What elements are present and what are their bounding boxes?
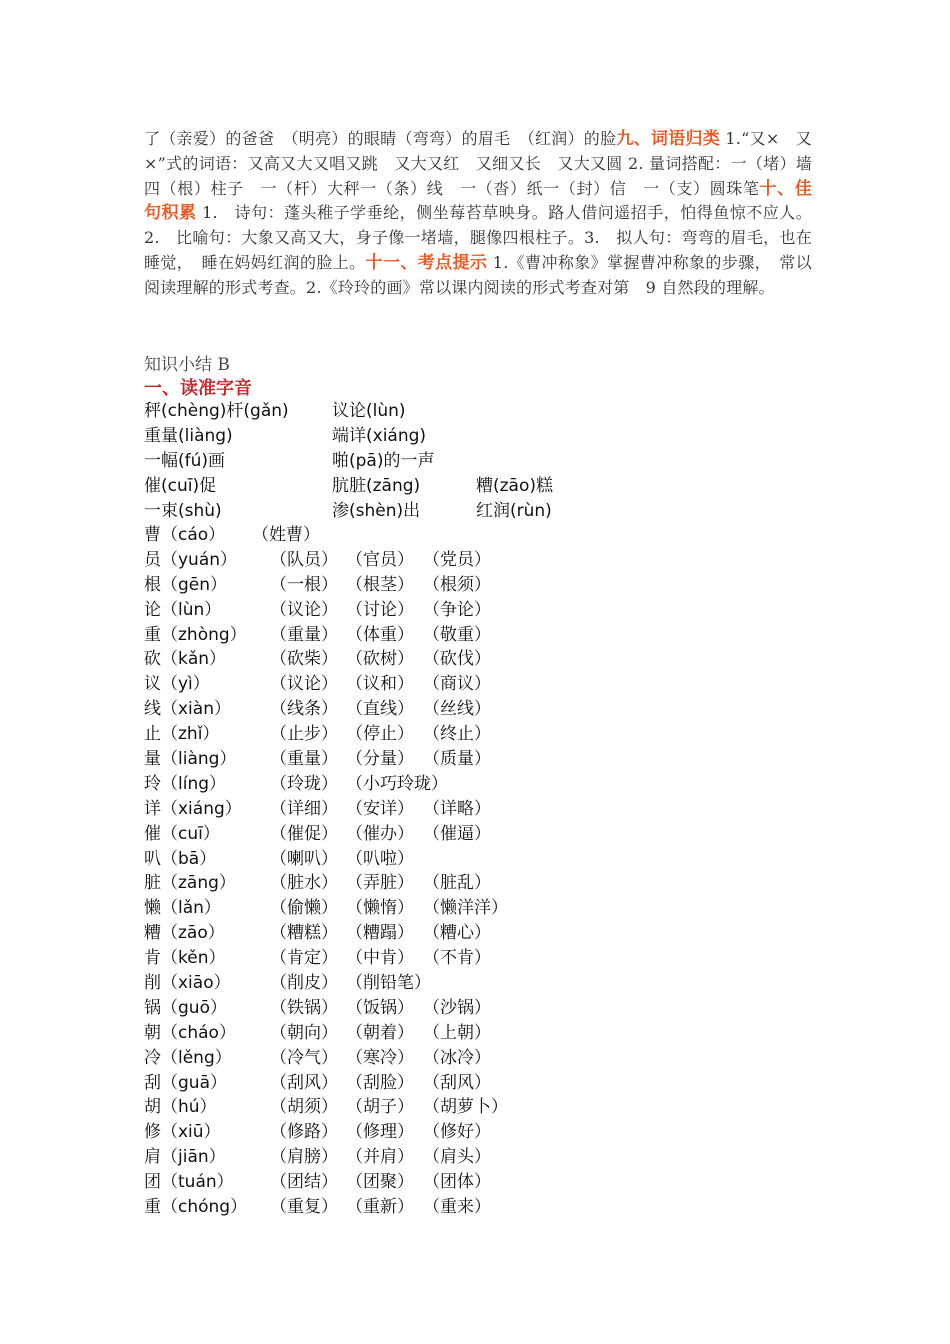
example-word: （分量） [346, 749, 414, 770]
example-word: （质量） [423, 749, 491, 770]
example-word: （团体） [423, 1172, 491, 1193]
example-word: （直线） [346, 699, 414, 720]
example-word: （肩头） [423, 1147, 491, 1168]
character-pinyin: 催（cuī） [144, 823, 220, 844]
example-word: （小巧玲珑） [346, 773, 448, 794]
example-word: （党员） [423, 549, 491, 570]
character-pinyin: 刮（guā） [144, 1072, 227, 1093]
example-word: （削皮） [270, 973, 338, 994]
example-word: （朝向） [270, 1022, 338, 1043]
example-word: （姓曹） [252, 525, 320, 545]
character-pinyin: 论（lùn） [144, 599, 222, 620]
character-pinyin: 胡（hú） [144, 1097, 217, 1118]
example-word: （重复） [270, 1197, 338, 1218]
grid-cell: 议论(lùn) [332, 401, 406, 421]
paragraph-text-2: 1.“又× 又×”式的词语：又高又大又唱又跳 又大又红 又细又长 又大又圆 2. 量词搭配：一（堵）墙四（根）柱子 一（杆）大秤一（条）线 一（沓）纸一（封）信 一（支）圆珠笔 [144, 129, 812, 198]
example-word: （重量） [270, 624, 338, 645]
example-word: （脏乱） [423, 873, 491, 894]
character-pinyin: 削（xiāo） [144, 973, 231, 994]
example-word: （重新） [346, 1197, 414, 1218]
section-title: 知识小结 B [144, 355, 230, 375]
example-word: （敬重） [423, 624, 491, 645]
example-word: （议论） [270, 599, 338, 620]
example-word: （安详） [346, 798, 414, 819]
example-word: （肯定） [270, 948, 338, 969]
example-word: （刮风） [270, 1072, 338, 1093]
example-word: （懒洋洋） [423, 898, 508, 919]
example-word: （叭啦） [346, 848, 414, 869]
example-word: （修理） [346, 1122, 414, 1143]
example-word: （胡子） [346, 1097, 414, 1118]
section-heading: 一、读准字音 [144, 378, 252, 399]
grid-cell: 红润(rùn) [476, 501, 552, 521]
character-pinyin: 止（zhǐ） [144, 724, 220, 745]
example-word: （根须） [423, 574, 491, 595]
example-word: （催逼） [423, 823, 491, 844]
example-word: （玲珑） [270, 773, 338, 794]
example-word: （商议） [423, 674, 491, 695]
example-word: （削铅笔） [346, 973, 431, 994]
character-pinyin: 玲（líng） [144, 773, 227, 794]
example-word: （体重） [346, 624, 414, 645]
example-word: （修好） [423, 1122, 491, 1143]
example-word: （催促） [270, 823, 338, 844]
example-word: （详略） [423, 798, 491, 819]
example-word: （重量） [270, 749, 338, 770]
character-pinyin: 砍（kǎn） [144, 649, 227, 670]
character-pinyin: 量（liàng） [144, 749, 237, 770]
grid-cell: 一幅(fú)画 [144, 451, 226, 471]
grid-cell: 糟(zāo)糕 [476, 476, 554, 496]
grid-cell: 秤(chèng)杆(gǎn) [144, 401, 289, 421]
example-word: （并肩） [346, 1147, 414, 1168]
example-word: （朝着） [346, 1022, 414, 1043]
grid-cell: 催(cuī)促 [144, 476, 217, 496]
example-word: （队员） [270, 549, 338, 570]
example-word: （砍伐） [423, 649, 491, 670]
example-word: （丝线） [423, 699, 491, 720]
example-word: （止步） [270, 724, 338, 745]
grid-cell: 啪(pā)的一声 [332, 451, 435, 471]
example-word: （团聚） [346, 1172, 414, 1193]
grid-cell: 端详(xiáng) [332, 426, 427, 446]
heading-exam-tips: 十一、考点提示 [365, 252, 488, 273]
example-word: （胡须） [270, 1097, 338, 1118]
paragraph-text-3: 1. 诗句：蓬头稚子学垂纶，侧坐莓苔草映身。路人借问遥招手，怕得鱼惊不应人。2. 比喻句：大象又高又大，身子像一堵墙，腿像四根柱子。3. 拟人句：弯弯的眉毛，也在睡觉， 睡在妈妈红润的脸上。 [144, 203, 813, 272]
example-word: （弄脏） [346, 873, 414, 894]
example-word: （催办） [346, 823, 414, 844]
character-pinyin: 叭（bā） [144, 848, 217, 869]
example-word: （懒惰） [346, 898, 414, 919]
example-word: （不肯） [423, 948, 491, 969]
example-word: （详细） [270, 798, 338, 819]
example-word: （线条） [270, 699, 338, 720]
example-word: （修路） [270, 1122, 338, 1143]
example-word: （议论） [270, 674, 338, 695]
heading-good-sentences: 十、佳句积累 [144, 178, 812, 224]
example-word: （停止） [346, 724, 414, 745]
character-pinyin: 重（zhòng） [144, 624, 247, 645]
example-word: （沙锅） [423, 997, 491, 1018]
example-word: （冷气） [270, 1047, 338, 1068]
example-word: （中肯） [346, 948, 414, 969]
example-word: （饭锅） [346, 997, 414, 1018]
character-pinyin: 团（tuán） [144, 1172, 234, 1193]
grid-cell: 一束(shù) [144, 501, 222, 521]
example-word: （糟蹋） [346, 923, 414, 944]
example-word: （议和） [346, 674, 414, 695]
example-word: （胡萝卜） [423, 1097, 508, 1118]
character-pinyin: 重（chóng） [144, 1197, 248, 1218]
grid-cell: 重量(liàng) [144, 426, 233, 446]
example-word: （糟糕） [270, 923, 338, 944]
example-word: （争论） [423, 599, 491, 620]
character-pinyin: 糟（zāo） [144, 923, 225, 944]
character-pinyin: 肯（kěn） [144, 948, 226, 969]
example-word: （偷懒） [270, 898, 338, 919]
character-pinyin: 线（xiàn） [144, 699, 231, 720]
character-pinyin: 冷（lěng） [144, 1047, 232, 1068]
character-pinyin: 朝（cháo） [144, 1022, 236, 1043]
example-word: （砍树） [346, 649, 414, 670]
example-word: （根茎） [346, 574, 414, 595]
example-word: （团结） [270, 1172, 338, 1193]
character-pinyin: 锅（guō） [144, 997, 227, 1018]
example-word: （脏水） [270, 873, 338, 894]
character-pinyin: 曹（cáo） [144, 525, 226, 545]
example-word: （砍柴） [270, 649, 338, 670]
character-pinyin: 脏（zāng） [144, 873, 236, 894]
example-word: （铁锅） [270, 997, 338, 1018]
example-word: （肩膀） [270, 1147, 338, 1168]
example-word: （一根） [270, 574, 338, 595]
character-pinyin: 详（xiáng） [144, 798, 242, 819]
example-word: （上朝） [423, 1022, 491, 1043]
grid-cell: 渗(shèn)出 [332, 501, 421, 521]
character-pinyin: 议（yì） [144, 674, 210, 695]
example-word: （冰冷） [423, 1047, 491, 1068]
character-pinyin: 肩（jiān） [144, 1147, 226, 1168]
example-word: （喇叭） [270, 848, 338, 869]
example-word: （刮脸） [346, 1072, 414, 1093]
example-word: （刮风） [423, 1072, 491, 1093]
example-word: （讨论） [346, 599, 414, 620]
character-pinyin: 懒（lǎn） [144, 898, 221, 919]
paragraph-text-1: 了（亲爱）的爸爸 （明亮）的眼睛（弯弯）的眉毛 （红润）的脸 [144, 129, 617, 148]
example-word: （重来） [423, 1197, 491, 1218]
example-word: （糟心） [423, 923, 491, 944]
example-word: （官员） [346, 549, 414, 570]
heading-word-classification: 九、词语归类 [616, 129, 721, 149]
example-word: （寒冷） [346, 1047, 414, 1068]
character-pinyin: 员（yuán） [144, 549, 238, 570]
paragraph-text-4: 1.《曹冲称象》掌握曹冲称象的步骤， 常以阅读理解的形式考查。2.《玲玲的画》常以课内阅读的形式考查对第 9 自然段的理解。 [144, 252, 812, 297]
example-word: （终止） [423, 724, 491, 745]
review-paragraph [144, 127, 812, 301]
character-pinyin: 修（xiū） [144, 1122, 221, 1143]
character-pinyin: 根（gēn） [144, 574, 228, 595]
grid-cell: 肮脏(zāng) [332, 476, 421, 496]
